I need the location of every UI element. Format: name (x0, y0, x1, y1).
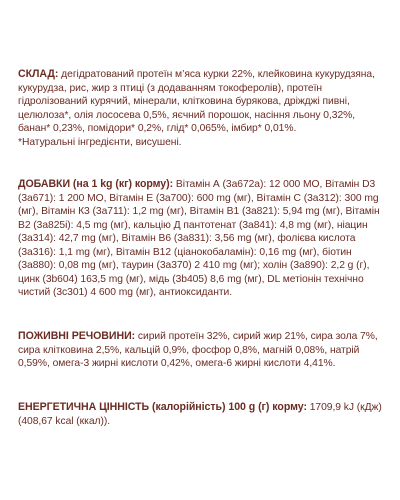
energy-text: 1709,9 kJ (кДж) (408,67 kcal (ккал)). (18, 402, 382, 427)
additives-heading: ДОБАВКИ (на 1 kg (кг) корму): (18, 178, 174, 190)
energy-heading: ЕНЕРГЕТИЧНА ЦІННІСТЬ (калорійність) 100 g (г) корму: (18, 401, 307, 413)
composition-note: *Натуральні інгредієнти, висушені. (18, 136, 182, 148)
nutrients-section (18, 330, 386, 371)
nutrients-text: сирий протеїн 32%, сирий жир 21%, сира зола 7%, сира клітковина 2,5%, кальцій 0,9%, фосфор 0,8%, магній 0,08%, натрій 0,59%, омега-3 жирні кислоти 0,42%, омега-6 жирні кислоти 4,41%. (18, 331, 378, 369)
additives-section (18, 178, 386, 300)
composition-section (18, 68, 386, 149)
composition-text: дегідратований протеїн м’яса курки 22%, клейковина кукурудзяна, кукурудза, рис, жир з птиці (з додаванням токоферолів), протеїн гідролізований курячий, мінерали, клітковина бурякова, дріжджі пивні, целюлоза*, олія лососева 0,5%, яєчний порошок, насіння льону 0,32%, банан* 0,23%, помідори* 0,2%, глід* 0,065%, імбир* 0,01%. (18, 69, 375, 134)
nutrients-heading: ПОЖИВНІ РЕЧОВИНИ: (18, 330, 136, 342)
additives-text: Вітамін А (3a672a): 12 000 МО, Вітамін D3 (3a671): 1 200 МО, Вітамін Е (3a700): 600 mg (мг), Вітамін С (3a312): 300 mg (мг), Вітамін К3 (3a711): 1,2 mg (мг), Вітамін В1 (3a821): 5,94 mg (мг), Вітамін В2 (3a825i): 4,5 mg (мг), кальцію Д пантотенат (3a841): 4,8 mg (мг), ніацин (3a314): 42,7 mg (мг), Вітамін В6 (3a831): 3,56 mg (мг), фолієва кислота (3a316): 1,1 mg (мг), Вітамін В12 (ціанокобаламін): 0,16 mg (мг), біотин (3a880): 0,08 mg (мг), таурин (3a370) 2 410 mg (мг); холін (3a890): 2,2 g (г), цинк (3b604) 163,5 mg (мг), мідь (3b405) 8,6 mg (мг), DL метіонін технічно чистий (3c301) 4 600 mg (мг), антиоксиданти. (18, 179, 380, 298)
composition-heading: СКЛАД: (18, 68, 59, 80)
energy-section (18, 401, 386, 428)
